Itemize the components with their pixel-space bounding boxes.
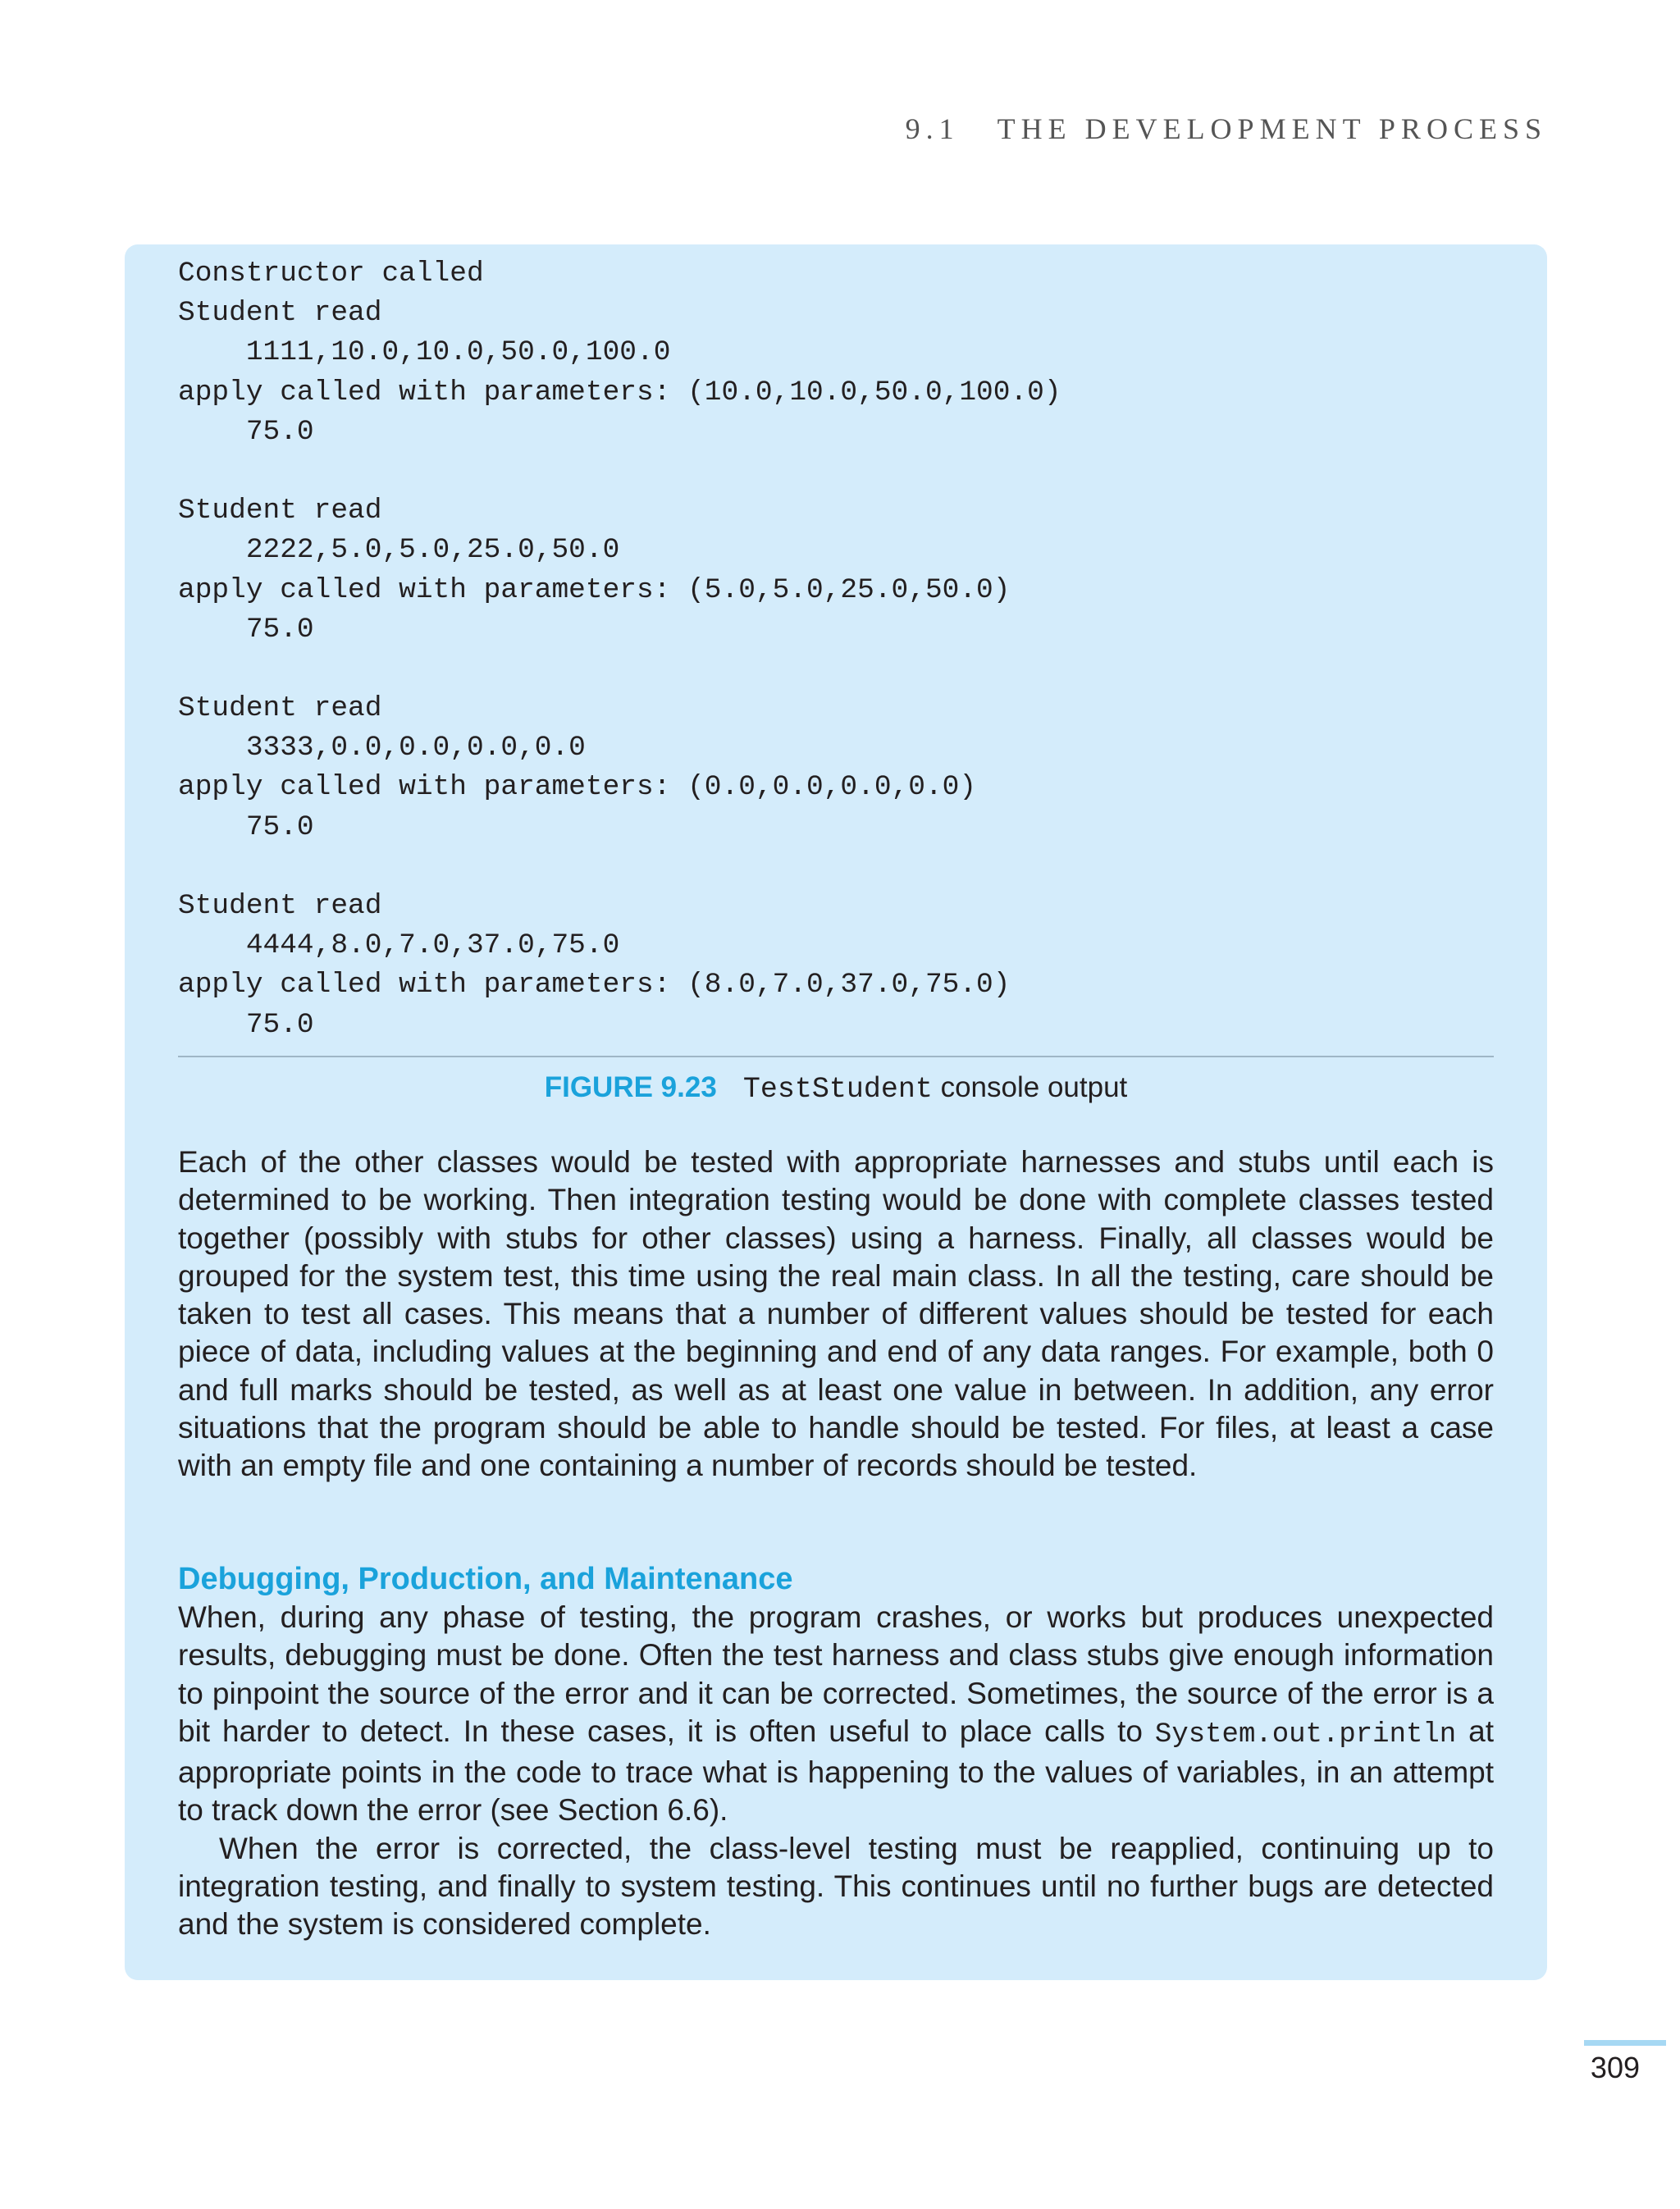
figure-code-name: TestStudent <box>742 1073 933 1106</box>
paragraph-testing <box>178 1143 1494 1486</box>
console-line: 75.0 <box>178 1008 314 1041</box>
console-line <box>178 452 1061 491</box>
text-before-code: When, during any phase of testing, the program crashes, or works but produces unexpected results, debugging must be done. Often the test harness and class stubs give enough information to pinpoint the source of the error and it can be corrected. Sometimes, the source of the error is a bit harder to detect. In these cases, it is often useful to place calls to <box>178 1600 1494 1748</box>
console-line: Student read <box>178 890 382 922</box>
paragraph-debugging <box>178 1599 1494 1944</box>
figure-caption <box>0 1068 1672 1109</box>
console-line: Constructor called <box>178 258 484 290</box>
paragraph-text: Each of the other classes would be tested with appropriate harnesses and stubs until each is determined to be working. Then integration testing would be done with complete classes tested together (possibly with stubs for other classes) using a harness. Finally, all classes would be grouped for the system test, this time using the real main class. In all the testing, care should be taken to test all cases. This means that a number of different values should be tested for each piece of data, including values at the beginning and end of any data ranges. For example, both 0 and full marks should be tested, as well as at least one value in between. In addition, any error situations that the program should be able to handle should be tested. For files, at least a case with an empty file and one containing a number of records should be tested. <box>178 1145 1494 1483</box>
console-line <box>178 847 1061 887</box>
text-after-code: at appropriate points in the code to trace what is happening to the values of variables, in an attempt to track down the error (see Section 6.6). <box>178 1714 1494 1828</box>
console-line: 75.0 <box>178 613 314 646</box>
page-number: 309 <box>1590 2051 1640 2084</box>
figure-caption-text: console output <box>932 1071 1128 1103</box>
page-number-bar <box>1584 2040 1666 2046</box>
console-line <box>178 650 1061 689</box>
console-line: apply called with parameters: (8.0,7.0,37.0,75.0) <box>178 969 1011 1002</box>
figure-rule <box>178 1056 1494 1057</box>
console-line: 1111,10.0,10.0,50.0,100.0 <box>178 336 671 369</box>
console-line: 75.0 <box>178 415 314 448</box>
console-output <box>178 254 1061 1045</box>
console-line: apply called with parameters: (10.0,10.0,50.0,100.0) <box>178 376 1061 408</box>
paragraph-debugging-text <box>178 1599 1494 1830</box>
console-line: Student read <box>178 297 382 330</box>
paragraph-correction: When the error is corrected, the class-level testing must be reapplied, continuing up to integration testing, and finally to system testing. This continues until no further bugs are detected and the system is considered complete. <box>178 1831 1494 1942</box>
running-head <box>906 112 1547 146</box>
inline-code: System.out.println <box>1154 1718 1457 1750</box>
console-line: Student read <box>178 495 382 527</box>
console-line: Student read <box>178 692 382 725</box>
console-line: 3333,0.0,0.0,0.0,0.0 <box>178 732 586 764</box>
console-line: apply called with parameters: (5.0,5.0,25.0,50.0) <box>178 573 1011 606</box>
section-heading: Debugging, Production, and Maintenance <box>178 1562 793 1596</box>
console-line: 4444,8.0,7.0,37.0,75.0 <box>178 929 620 962</box>
section-number: 9.1 <box>905 112 960 145</box>
figure-label: FIGURE 9.23 <box>544 1071 717 1103</box>
console-line: 2222,5.0,5.0,25.0,50.0 <box>178 534 620 567</box>
section-title: THE DEVELOPMENT PROCESS <box>997 112 1547 145</box>
console-line: 75.0 <box>178 810 314 843</box>
console-line: apply called with parameters: (0.0,0.0,0.0,0.0) <box>178 771 977 804</box>
